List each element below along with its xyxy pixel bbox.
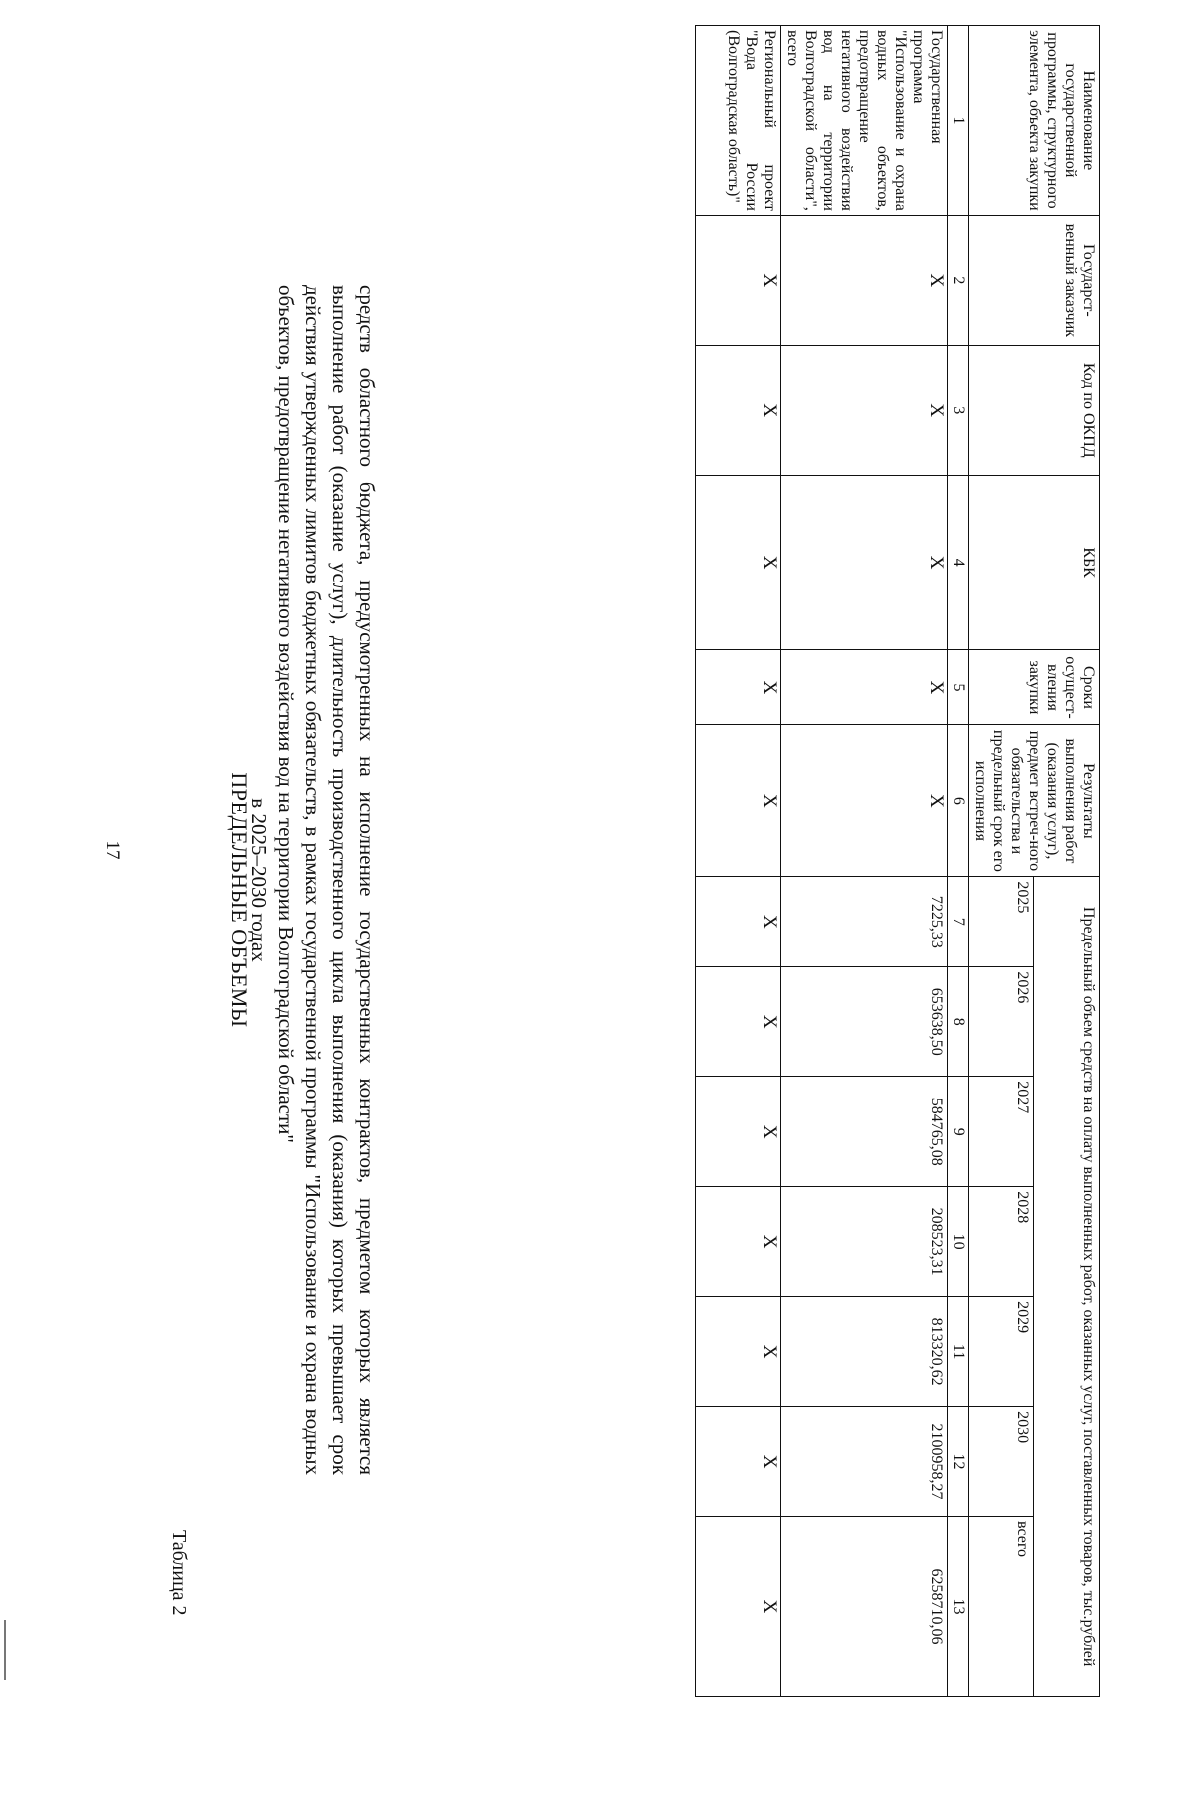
- table-cell: Х: [781, 475, 948, 650]
- table-cell: Х: [696, 967, 781, 1077]
- header-terms: Сроки осущест-вления закупки: [969, 650, 1100, 725]
- table-cell: Х: [696, 1297, 781, 1407]
- scan-edge-mark: [4, 1620, 6, 1680]
- header-row-1: [1034, 26, 1100, 1697]
- table-row: [781, 26, 948, 1697]
- header-year-2027: 2027: [969, 1077, 1035, 1187]
- column-number: 7: [948, 877, 969, 967]
- table-cell: Х: [696, 1407, 781, 1517]
- table-row: [696, 26, 781, 1697]
- column-number: 13: [948, 1517, 969, 1697]
- table-cell: Х: [696, 725, 781, 877]
- limits-table: [695, 25, 1100, 1697]
- column-number: 8: [948, 967, 969, 1077]
- header-year-2029: 2029: [969, 1297, 1035, 1407]
- table-cell: Х: [781, 215, 948, 345]
- column-number: 2: [948, 215, 969, 345]
- value-cell-2027: 584765,08: [781, 1077, 948, 1187]
- header-year-2030: 2030: [969, 1407, 1035, 1517]
- column-number: 6: [948, 725, 969, 877]
- header-year-2025: 2025: [969, 877, 1035, 967]
- header-year-2028: 2028: [969, 1187, 1035, 1297]
- row-name-cell: Государственная программа "Использование и охрана водных объектов, предотвращение негативного воздействия вод на территории Волгоградской области", всего: [781, 26, 948, 216]
- value-cell-total: 6258710,06: [781, 1517, 948, 1697]
- header-results: Результаты выполнения работ (оказания услуг), предмет встреч-ного обязательства и предельный срок его исполнения: [969, 725, 1100, 877]
- subtitle-period: в 2025–2030 годах: [247, 798, 271, 962]
- table-cell: Х: [696, 345, 781, 475]
- column-number: 9: [948, 1077, 969, 1187]
- subtitle-body: средств областного бюджета, предусмотренных на исполнение государственных контрактов, предметом которых является выполнение работ (оказание услуг), длительность производственного цикла выполнения (оказания) которых превышает срок действия утвержденных лимитов бюджетных обязательств, в рамках государственной программы "Использование и охрана водных объектов, предотвращение негативного воздействия вод на территории Волгоградской области": [274, 285, 379, 1475]
- column-number: 5: [948, 650, 969, 725]
- document-subtitle: [245, 285, 380, 1475]
- column-number: 10: [948, 1187, 969, 1297]
- value-cell-2028: 208523,31: [781, 1187, 948, 1297]
- row-name-cell: Региональный проект "Вода России (Волгоградская область)": [696, 26, 781, 216]
- table-cell: Х: [696, 1077, 781, 1187]
- value-cell-2025: 7225,33: [781, 877, 948, 967]
- document-title: ПРЕДЕЛЬНЫЕ ОБЪЕМЫ: [227, 772, 252, 1028]
- value-cell-2029: 813320,62: [781, 1297, 948, 1407]
- column-numbers-row: [948, 26, 969, 1697]
- table-cell: Х: [696, 1187, 781, 1297]
- column-number: 11: [948, 1297, 969, 1407]
- table-cell: Х: [781, 345, 948, 475]
- table-cell: Х: [696, 475, 781, 650]
- header-kbk: КБК: [969, 475, 1100, 650]
- header-total: всего: [969, 1517, 1035, 1697]
- page-number: 17: [102, 840, 123, 860]
- table-label: Таблица 2: [168, 1530, 190, 1616]
- table-cell: Х: [696, 1517, 781, 1697]
- table-cell: Х: [781, 650, 948, 725]
- column-number: 1: [948, 26, 969, 216]
- value-cell-2026: 653638,50: [781, 967, 948, 1077]
- column-number: 12: [948, 1407, 969, 1517]
- header-name: Наименование государственной программы, структурного элемента, объекта закупки: [969, 26, 1100, 216]
- header-okpd: Код по ОКПД: [969, 345, 1100, 475]
- value-cell-2030: 2100958,27: [781, 1407, 948, 1517]
- header-customer: Государст-венный заказчик: [969, 215, 1100, 345]
- header-limit-group: Предельный объем средств на оплату выполненных работ, оказанных услуг, поставленных товаров, тыс.рублей: [1034, 877, 1100, 1697]
- table-cell: Х: [696, 877, 781, 967]
- limits-table-container: [695, 25, 1100, 1697]
- table-cell: Х: [781, 725, 948, 877]
- column-number: 3: [948, 345, 969, 475]
- table-cell: Х: [696, 650, 781, 725]
- column-number: 4: [948, 475, 969, 650]
- header-year-2026: 2026: [969, 967, 1035, 1077]
- table-cell: Х: [696, 215, 781, 345]
